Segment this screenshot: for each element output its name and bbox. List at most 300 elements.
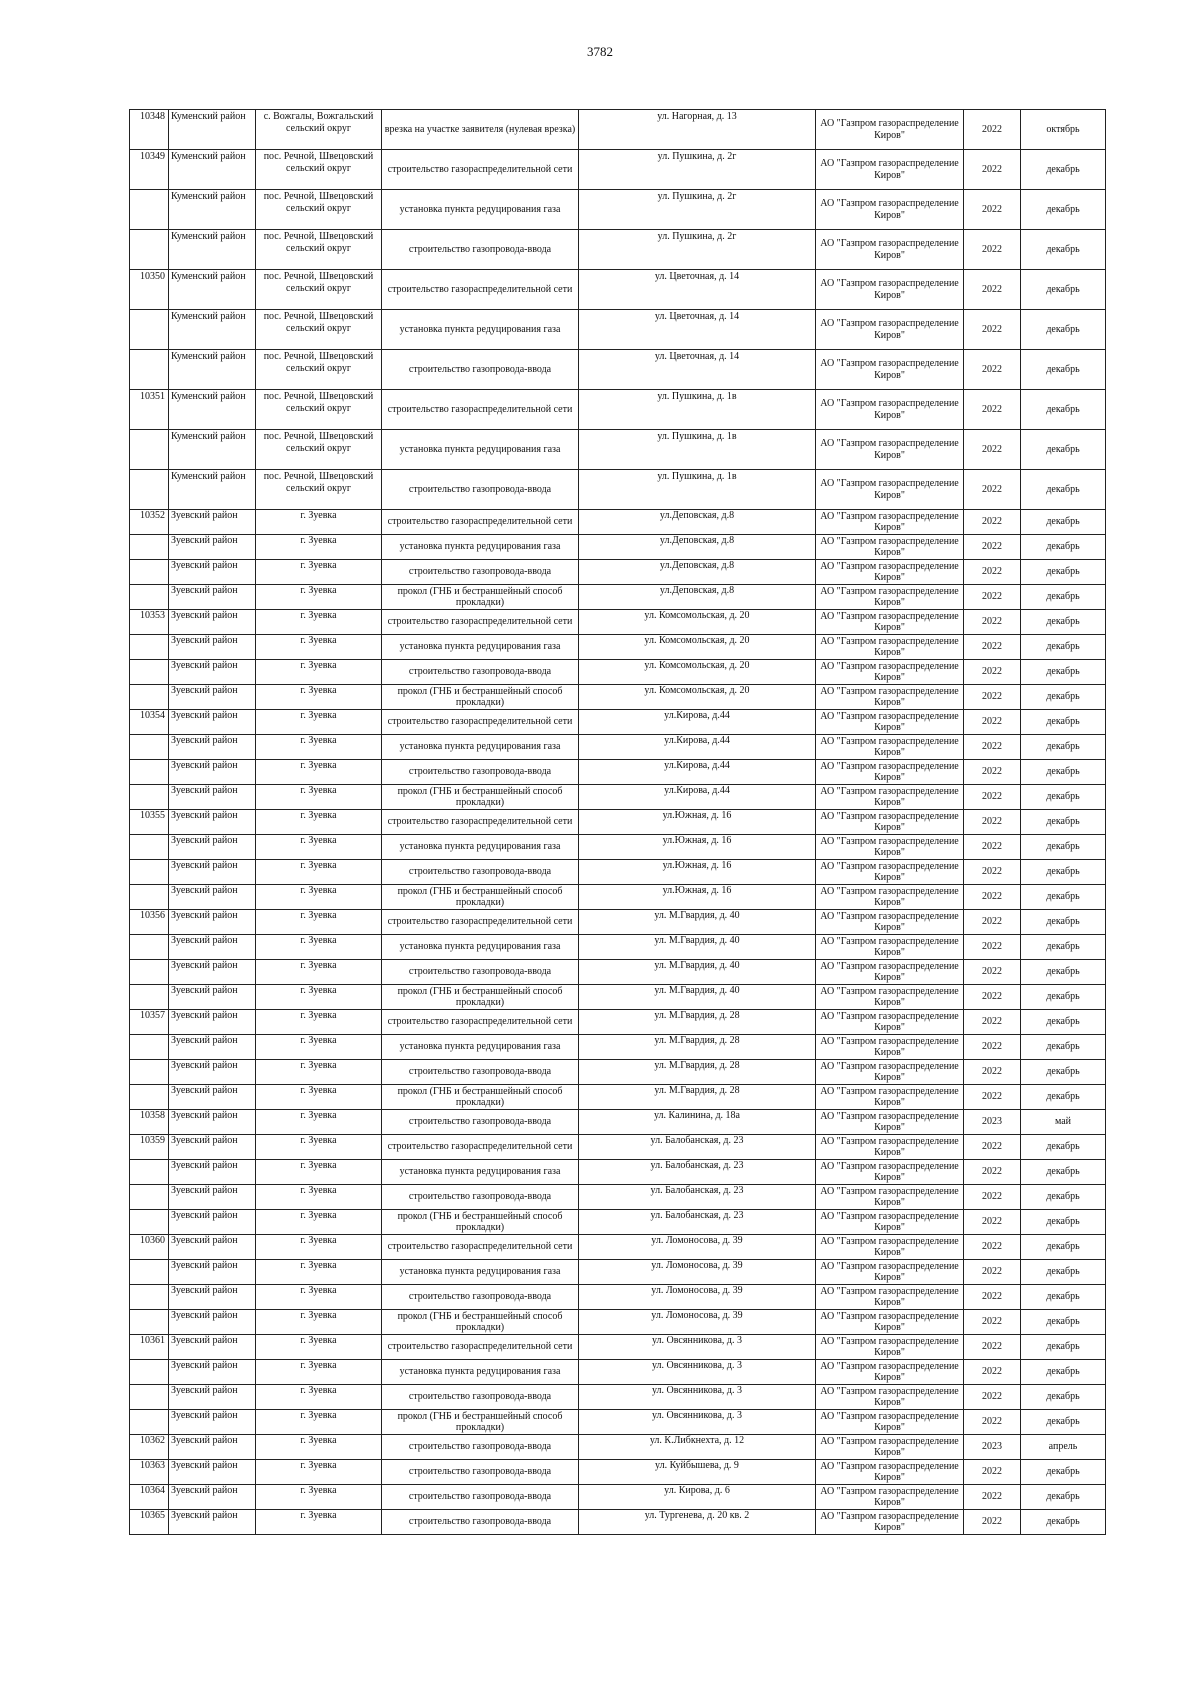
row-number-cell xyxy=(130,760,169,785)
address-cell: ул.Деповская, д.8 xyxy=(579,585,816,610)
district-cell: Зуевский район xyxy=(169,1210,256,1235)
locality-cell: пос. Речной, Швецовский сельский округ xyxy=(256,150,382,190)
row-number-cell: 10348 xyxy=(130,110,169,150)
organization-cell: АО "Газпром газораспределение Киров" xyxy=(816,760,964,785)
year-cell: 2022 xyxy=(964,685,1021,710)
work-type-cell: строительство газопровода-ввода xyxy=(382,1185,579,1210)
district-cell: Зуевский район xyxy=(169,810,256,835)
address-cell: ул. Комсомольская, д. 20 xyxy=(579,610,816,635)
work-type-cell: строительство газопровода-ввода xyxy=(382,1285,579,1310)
row-number-cell: 10354 xyxy=(130,710,169,735)
locality-cell: г. Зуевка xyxy=(256,885,382,910)
month-cell: декабрь xyxy=(1021,430,1106,470)
table-row xyxy=(130,985,1106,1010)
locality-cell: г. Зуевка xyxy=(256,810,382,835)
year-cell: 2022 xyxy=(964,610,1021,635)
district-cell: Зуевский район xyxy=(169,1385,256,1410)
organization-cell: АО "Газпром газораспределение Киров" xyxy=(816,1235,964,1260)
locality-cell: г. Зуевка xyxy=(256,785,382,810)
organization-cell: АО "Газпром газораспределение Киров" xyxy=(816,835,964,860)
row-number-cell: 10358 xyxy=(130,1110,169,1135)
organization-cell: АО "Газпром газораспределение Киров" xyxy=(816,1110,964,1135)
year-cell: 2022 xyxy=(964,110,1021,150)
district-cell: Зуевский район xyxy=(169,1110,256,1135)
year-cell: 2022 xyxy=(964,735,1021,760)
locality-cell: г. Зуевка xyxy=(256,635,382,660)
year-cell: 2022 xyxy=(964,860,1021,885)
table-row xyxy=(130,1110,1106,1135)
work-type-cell: строительство газопровода-ввода xyxy=(382,960,579,985)
district-cell: Зуевский район xyxy=(169,1085,256,1110)
district-cell: Зуевский район xyxy=(169,1185,256,1210)
organization-cell: АО "Газпром газораспределение Киров" xyxy=(816,110,964,150)
work-type-cell: врезка на участке заявителя (нулевая врезка) xyxy=(382,110,579,150)
district-cell: Зуевский район xyxy=(169,535,256,560)
district-cell: Куменский район xyxy=(169,470,256,510)
year-cell: 2022 xyxy=(964,1460,1021,1485)
locality-cell: г. Зуевка xyxy=(256,1185,382,1210)
work-type-cell: строительство газораспределительной сети xyxy=(382,390,579,430)
row-number-cell xyxy=(130,1160,169,1185)
year-cell: 2022 xyxy=(964,635,1021,660)
address-cell: ул. Кирова, д. 6 xyxy=(579,1485,816,1510)
gasification-schedule-table xyxy=(129,109,1106,1535)
locality-cell: г. Зуевка xyxy=(256,735,382,760)
address-cell: ул. Пушкина, д. 2г xyxy=(579,190,816,230)
work-type-cell: прокол (ГНБ и бестраншейный способ прокладки) xyxy=(382,1210,579,1235)
year-cell: 2022 xyxy=(964,1135,1021,1160)
table-row xyxy=(130,310,1106,350)
year-cell: 2022 xyxy=(964,585,1021,610)
organization-cell: АО "Газпром газораспределение Киров" xyxy=(816,785,964,810)
row-number-cell xyxy=(130,1260,169,1285)
table-row xyxy=(130,810,1106,835)
year-cell: 2022 xyxy=(964,1360,1021,1385)
locality-cell: пос. Речной, Швецовский сельский округ xyxy=(256,270,382,310)
year-cell: 2022 xyxy=(964,270,1021,310)
table-row xyxy=(130,1335,1106,1360)
row-number-cell xyxy=(130,1085,169,1110)
district-cell: Зуевский район xyxy=(169,985,256,1010)
row-number-cell xyxy=(130,1285,169,1310)
year-cell: 2022 xyxy=(964,1235,1021,1260)
month-cell: декабрь xyxy=(1021,510,1106,535)
table-row xyxy=(130,230,1106,270)
district-cell: Зуевский район xyxy=(169,1335,256,1360)
work-type-cell: установка пункта редуцирования газа xyxy=(382,835,579,860)
organization-cell: АО "Газпром газораспределение Киров" xyxy=(816,960,964,985)
row-number-cell xyxy=(130,585,169,610)
month-cell: декабрь xyxy=(1021,1510,1106,1535)
work-type-cell: строительство газораспределительной сети xyxy=(382,710,579,735)
address-cell: ул.Южная, д. 16 xyxy=(579,860,816,885)
work-type-cell: строительство газопровода-ввода xyxy=(382,1460,579,1485)
district-cell: Куменский район xyxy=(169,270,256,310)
organization-cell: АО "Газпром газораспределение Киров" xyxy=(816,1485,964,1510)
month-cell: декабрь xyxy=(1021,960,1106,985)
address-cell: ул. Пушкина, д. 1в xyxy=(579,430,816,470)
month-cell: декабрь xyxy=(1021,660,1106,685)
work-type-cell: строительство газопровода-ввода xyxy=(382,350,579,390)
locality-cell: г. Зуевка xyxy=(256,1035,382,1060)
organization-cell: АО "Газпром газораспределение Киров" xyxy=(816,1135,964,1160)
organization-cell: АО "Газпром газораспределение Киров" xyxy=(816,810,964,835)
row-number-cell: 10361 xyxy=(130,1335,169,1360)
month-cell: апрель xyxy=(1021,1435,1106,1460)
year-cell: 2022 xyxy=(964,560,1021,585)
table-row xyxy=(130,785,1106,810)
organization-cell: АО "Газпром газораспределение Киров" xyxy=(816,1510,964,1535)
locality-cell: пос. Речной, Швецовский сельский округ xyxy=(256,350,382,390)
year-cell: 2022 xyxy=(964,1385,1021,1410)
organization-cell: АО "Газпром газораспределение Киров" xyxy=(816,430,964,470)
year-cell: 2022 xyxy=(964,190,1021,230)
table-row xyxy=(130,685,1106,710)
organization-cell: АО "Газпром газораспределение Киров" xyxy=(816,150,964,190)
locality-cell: г. Зуевка xyxy=(256,960,382,985)
locality-cell: пос. Речной, Швецовский сельский округ xyxy=(256,310,382,350)
year-cell: 2022 xyxy=(964,470,1021,510)
district-cell: Зуевский район xyxy=(169,510,256,535)
address-cell: ул.Южная, д. 16 xyxy=(579,885,816,910)
locality-cell: г. Зуевка xyxy=(256,1310,382,1335)
row-number-cell: 10350 xyxy=(130,270,169,310)
year-cell: 2022 xyxy=(964,1160,1021,1185)
table-row xyxy=(130,535,1106,560)
row-number-cell: 10359 xyxy=(130,1135,169,1160)
table-row xyxy=(130,150,1106,190)
row-number-cell xyxy=(130,1360,169,1385)
locality-cell: пос. Речной, Швецовский сельский округ xyxy=(256,430,382,470)
work-type-cell: установка пункта редуцирования газа xyxy=(382,190,579,230)
organization-cell: АО "Газпром газораспределение Киров" xyxy=(816,1335,964,1360)
row-number-cell xyxy=(130,960,169,985)
work-type-cell: строительство газопровода-ввода xyxy=(382,760,579,785)
address-cell: ул.Южная, д. 16 xyxy=(579,810,816,835)
locality-cell: г. Зуевка xyxy=(256,1010,382,1035)
address-cell: ул.Деповская, д.8 xyxy=(579,510,816,535)
organization-cell: АО "Газпром газораспределение Киров" xyxy=(816,860,964,885)
locality-cell: пос. Речной, Швецовский сельский округ xyxy=(256,230,382,270)
row-number-cell xyxy=(130,1185,169,1210)
month-cell: декабрь xyxy=(1021,230,1106,270)
year-cell: 2022 xyxy=(964,390,1021,430)
month-cell: декабрь xyxy=(1021,1285,1106,1310)
row-number-cell xyxy=(130,1035,169,1060)
district-cell: Зуевский район xyxy=(169,735,256,760)
address-cell: ул. Овсянникова, д. 3 xyxy=(579,1360,816,1385)
address-cell: ул. М.Гвардия, д. 40 xyxy=(579,985,816,1010)
year-cell: 2022 xyxy=(964,885,1021,910)
address-cell: ул. Ломоносова, д. 39 xyxy=(579,1285,816,1310)
district-cell: Зуевский район xyxy=(169,860,256,885)
month-cell: декабрь xyxy=(1021,910,1106,935)
year-cell: 2022 xyxy=(964,1060,1021,1085)
work-type-cell: установка пункта редуцирования газа xyxy=(382,1260,579,1285)
organization-cell: АО "Газпром газораспределение Киров" xyxy=(816,635,964,660)
table-row xyxy=(130,110,1106,150)
month-cell: декабрь xyxy=(1021,585,1106,610)
month-cell: декабрь xyxy=(1021,1485,1106,1510)
district-cell: Зуевский район xyxy=(169,560,256,585)
work-type-cell: строительство газопровода-ввода xyxy=(382,1110,579,1135)
address-cell: ул. Цветочная, д. 14 xyxy=(579,350,816,390)
locality-cell: г. Зуевка xyxy=(256,1410,382,1435)
locality-cell: с. Вожгалы, Вожгальский сельский округ xyxy=(256,110,382,150)
organization-cell: АО "Газпром газораспределение Киров" xyxy=(816,1060,964,1085)
work-type-cell: установка пункта редуцирования газа xyxy=(382,635,579,660)
year-cell: 2023 xyxy=(964,1110,1021,1135)
year-cell: 2022 xyxy=(964,150,1021,190)
address-cell: ул. Комсомольская, д. 20 xyxy=(579,685,816,710)
work-type-cell: прокол (ГНБ и бестраншейный способ прокладки) xyxy=(382,585,579,610)
year-cell: 2022 xyxy=(964,785,1021,810)
work-type-cell: строительство газопровода-ввода xyxy=(382,1385,579,1410)
table-row xyxy=(130,1510,1106,1535)
table-row xyxy=(130,610,1106,635)
table-row xyxy=(130,860,1106,885)
district-cell: Куменский район xyxy=(169,190,256,230)
row-number-cell: 10363 xyxy=(130,1460,169,1485)
district-cell: Зуевский район xyxy=(169,1135,256,1160)
month-cell: декабрь xyxy=(1021,560,1106,585)
month-cell: декабрь xyxy=(1021,1135,1106,1160)
district-cell: Зуевский район xyxy=(169,1235,256,1260)
row-number-cell xyxy=(130,430,169,470)
address-cell: ул. Овсянникова, д. 3 xyxy=(579,1410,816,1435)
year-cell: 2022 xyxy=(964,1010,1021,1035)
locality-cell: г. Зуевка xyxy=(256,1135,382,1160)
organization-cell: АО "Газпром газораспределение Киров" xyxy=(816,560,964,585)
organization-cell: АО "Газпром газораспределение Киров" xyxy=(816,1310,964,1335)
organization-cell: АО "Газпром газораспределение Киров" xyxy=(816,1460,964,1485)
year-cell: 2022 xyxy=(964,710,1021,735)
organization-cell: АО "Газпром газораспределение Киров" xyxy=(816,1010,964,1035)
row-number-cell: 10349 xyxy=(130,150,169,190)
row-number-cell: 10353 xyxy=(130,610,169,635)
month-cell: декабрь xyxy=(1021,1260,1106,1285)
work-type-cell: установка пункта редуцирования газа xyxy=(382,735,579,760)
organization-cell: АО "Газпром газораспределение Киров" xyxy=(816,1260,964,1285)
table-row xyxy=(130,585,1106,610)
organization-cell: АО "Газпром газораспределение Киров" xyxy=(816,270,964,310)
locality-cell: г. Зуевка xyxy=(256,1485,382,1510)
locality-cell: г. Зуевка xyxy=(256,1160,382,1185)
organization-cell: АО "Газпром газораспределение Киров" xyxy=(816,1210,964,1235)
year-cell: 2022 xyxy=(964,230,1021,270)
address-cell: ул. Цветочная, д. 14 xyxy=(579,270,816,310)
address-cell: ул. Ломоносова, д. 39 xyxy=(579,1235,816,1260)
address-cell: ул.Кирова, д.44 xyxy=(579,760,816,785)
work-type-cell: установка пункта редуцирования газа xyxy=(382,310,579,350)
organization-cell: АО "Газпром газораспределение Киров" xyxy=(816,1285,964,1310)
month-cell: декабрь xyxy=(1021,190,1106,230)
work-type-cell: строительство газопровода-ввода xyxy=(382,1060,579,1085)
address-cell: ул. М.Гвардия, д. 40 xyxy=(579,910,816,935)
address-cell: ул. Ломоносова, д. 39 xyxy=(579,1310,816,1335)
year-cell: 2022 xyxy=(964,510,1021,535)
organization-cell: АО "Газпром газораспределение Киров" xyxy=(816,1410,964,1435)
table-row xyxy=(130,885,1106,910)
district-cell: Зуевский район xyxy=(169,1010,256,1035)
district-cell: Зуевский район xyxy=(169,835,256,860)
organization-cell: АО "Газпром газораспределение Киров" xyxy=(816,1160,964,1185)
locality-cell: пос. Речной, Швецовский сельский округ xyxy=(256,390,382,430)
address-cell: ул. Комсомольская, д. 20 xyxy=(579,635,816,660)
address-cell: ул. Пушкина, д. 2г xyxy=(579,230,816,270)
district-cell: Зуевский район xyxy=(169,610,256,635)
locality-cell: г. Зуевка xyxy=(256,710,382,735)
table-row xyxy=(130,1035,1106,1060)
address-cell: ул. Балобанская, д. 23 xyxy=(579,1185,816,1210)
locality-cell: г. Зуевка xyxy=(256,1385,382,1410)
locality-cell: г. Зуевка xyxy=(256,560,382,585)
district-cell: Зуевский район xyxy=(169,1485,256,1510)
work-type-cell: прокол (ГНБ и бестраншейный способ прокладки) xyxy=(382,785,579,810)
month-cell: декабрь xyxy=(1021,710,1106,735)
year-cell: 2022 xyxy=(964,1285,1021,1310)
row-number-cell xyxy=(130,1060,169,1085)
year-cell: 2022 xyxy=(964,810,1021,835)
row-number-cell xyxy=(130,860,169,885)
row-number-cell: 10355 xyxy=(130,810,169,835)
work-type-cell: установка пункта редуцирования газа xyxy=(382,430,579,470)
table-row xyxy=(130,710,1106,735)
work-type-cell: прокол (ГНБ и бестраншейный способ прокладки) xyxy=(382,985,579,1010)
year-cell: 2022 xyxy=(964,1260,1021,1285)
month-cell: декабрь xyxy=(1021,810,1106,835)
district-cell: Зуевский район xyxy=(169,710,256,735)
district-cell: Зуевский район xyxy=(169,1260,256,1285)
row-number-cell xyxy=(130,635,169,660)
year-cell: 2022 xyxy=(964,1085,1021,1110)
work-type-cell: установка пункта редуцирования газа xyxy=(382,935,579,960)
locality-cell: г. Зуевка xyxy=(256,935,382,960)
district-cell: Зуевский район xyxy=(169,585,256,610)
locality-cell: г. Зуевка xyxy=(256,1110,382,1135)
locality-cell: г. Зуевка xyxy=(256,1085,382,1110)
locality-cell: г. Зуевка xyxy=(256,1510,382,1535)
locality-cell: пос. Речной, Швецовский сельский округ xyxy=(256,190,382,230)
year-cell: 2022 xyxy=(964,1210,1021,1235)
locality-cell: г. Зуевка xyxy=(256,1285,382,1310)
month-cell: декабрь xyxy=(1021,985,1106,1010)
row-number-cell xyxy=(130,560,169,585)
organization-cell: АО "Газпром газораспределение Киров" xyxy=(816,390,964,430)
row-number-cell: 10357 xyxy=(130,1010,169,1035)
address-cell: ул. Балобанская, д. 23 xyxy=(579,1135,816,1160)
work-type-cell: прокол (ГНБ и бестраншейный способ прокладки) xyxy=(382,1410,579,1435)
year-cell: 2022 xyxy=(964,1410,1021,1435)
district-cell: Зуевский район xyxy=(169,1160,256,1185)
row-number-cell xyxy=(130,470,169,510)
organization-cell: АО "Газпром газораспределение Киров" xyxy=(816,350,964,390)
locality-cell: г. Зуевка xyxy=(256,660,382,685)
district-cell: Зуевский район xyxy=(169,1460,256,1485)
district-cell: Зуевский район xyxy=(169,1060,256,1085)
table-row xyxy=(130,1260,1106,1285)
year-cell: 2022 xyxy=(964,310,1021,350)
address-cell: ул. М.Гвардия, д. 40 xyxy=(579,935,816,960)
address-cell: ул. Ломоносова, д. 39 xyxy=(579,1260,816,1285)
month-cell: декабрь xyxy=(1021,1310,1106,1335)
district-cell: Зуевский район xyxy=(169,660,256,685)
work-type-cell: строительство газораспределительной сети xyxy=(382,270,579,310)
table-row xyxy=(130,1235,1106,1260)
work-type-cell: установка пункта редуцирования газа xyxy=(382,1360,579,1385)
work-type-cell: строительство газораспределительной сети xyxy=(382,510,579,535)
row-number-cell: 10351 xyxy=(130,390,169,430)
district-cell: Зуевский район xyxy=(169,1285,256,1310)
year-cell: 2022 xyxy=(964,1185,1021,1210)
organization-cell: АО "Газпром газораспределение Киров" xyxy=(816,535,964,560)
district-cell: Зуевский район xyxy=(169,885,256,910)
year-cell: 2022 xyxy=(964,1510,1021,1535)
work-type-cell: строительство газопровода-ввода xyxy=(382,860,579,885)
table-row xyxy=(130,1360,1106,1385)
organization-cell: АО "Газпром газораспределение Киров" xyxy=(816,935,964,960)
address-cell: ул. Овсянникова, д. 3 xyxy=(579,1385,816,1410)
address-cell: ул. Куйбышева, д. 9 xyxy=(579,1460,816,1485)
month-cell: декабрь xyxy=(1021,760,1106,785)
work-type-cell: строительство газораспределительной сети xyxy=(382,910,579,935)
row-number-cell xyxy=(130,1210,169,1235)
locality-cell: г. Зуевка xyxy=(256,1435,382,1460)
row-number-cell: 10356 xyxy=(130,910,169,935)
year-cell: 2022 xyxy=(964,835,1021,860)
address-cell: ул.Южная, д. 16 xyxy=(579,835,816,860)
locality-cell: г. Зуевка xyxy=(256,1235,382,1260)
row-number-cell: 10365 xyxy=(130,1510,169,1535)
organization-cell: АО "Газпром газораспределение Киров" xyxy=(816,230,964,270)
row-number-cell xyxy=(130,785,169,810)
year-cell: 2022 xyxy=(964,1335,1021,1360)
locality-cell: пос. Речной, Швецовский сельский округ xyxy=(256,470,382,510)
organization-cell: АО "Газпром газораспределение Киров" xyxy=(816,1185,964,1210)
locality-cell: г. Зуевка xyxy=(256,1460,382,1485)
address-cell: ул.Кирова, д.44 xyxy=(579,710,816,735)
row-number-cell xyxy=(130,230,169,270)
district-cell: Зуевский район xyxy=(169,960,256,985)
district-cell: Куменский район xyxy=(169,350,256,390)
organization-cell: АО "Газпром газораспределение Киров" xyxy=(816,1385,964,1410)
locality-cell: г. Зуевка xyxy=(256,1060,382,1085)
year-cell: 2022 xyxy=(964,760,1021,785)
table-row xyxy=(130,960,1106,985)
table-row xyxy=(130,1460,1106,1485)
row-number-cell xyxy=(130,1310,169,1335)
table-row xyxy=(130,1135,1106,1160)
locality-cell: г. Зуевка xyxy=(256,835,382,860)
organization-cell: АО "Газпром газораспределение Киров" xyxy=(816,1360,964,1385)
row-number-cell xyxy=(130,735,169,760)
table-row xyxy=(130,835,1106,860)
year-cell: 2022 xyxy=(964,1035,1021,1060)
organization-cell: АО "Газпром газораспределение Киров" xyxy=(816,1035,964,1060)
work-type-cell: строительство газопровода-ввода xyxy=(382,1435,579,1460)
work-type-cell: строительство газораспределительной сети xyxy=(382,1335,579,1360)
table-row xyxy=(130,1185,1106,1210)
work-type-cell: строительство газопровода-ввода xyxy=(382,1485,579,1510)
month-cell: декабрь xyxy=(1021,935,1106,960)
row-number-cell xyxy=(130,885,169,910)
table-row xyxy=(130,1085,1106,1110)
district-cell: Зуевский район xyxy=(169,1410,256,1435)
year-cell: 2023 xyxy=(964,1435,1021,1460)
work-type-cell: строительство газопровода-ввода xyxy=(382,560,579,585)
district-cell: Зуевский район xyxy=(169,1360,256,1385)
work-type-cell: строительство газораспределительной сети xyxy=(382,610,579,635)
